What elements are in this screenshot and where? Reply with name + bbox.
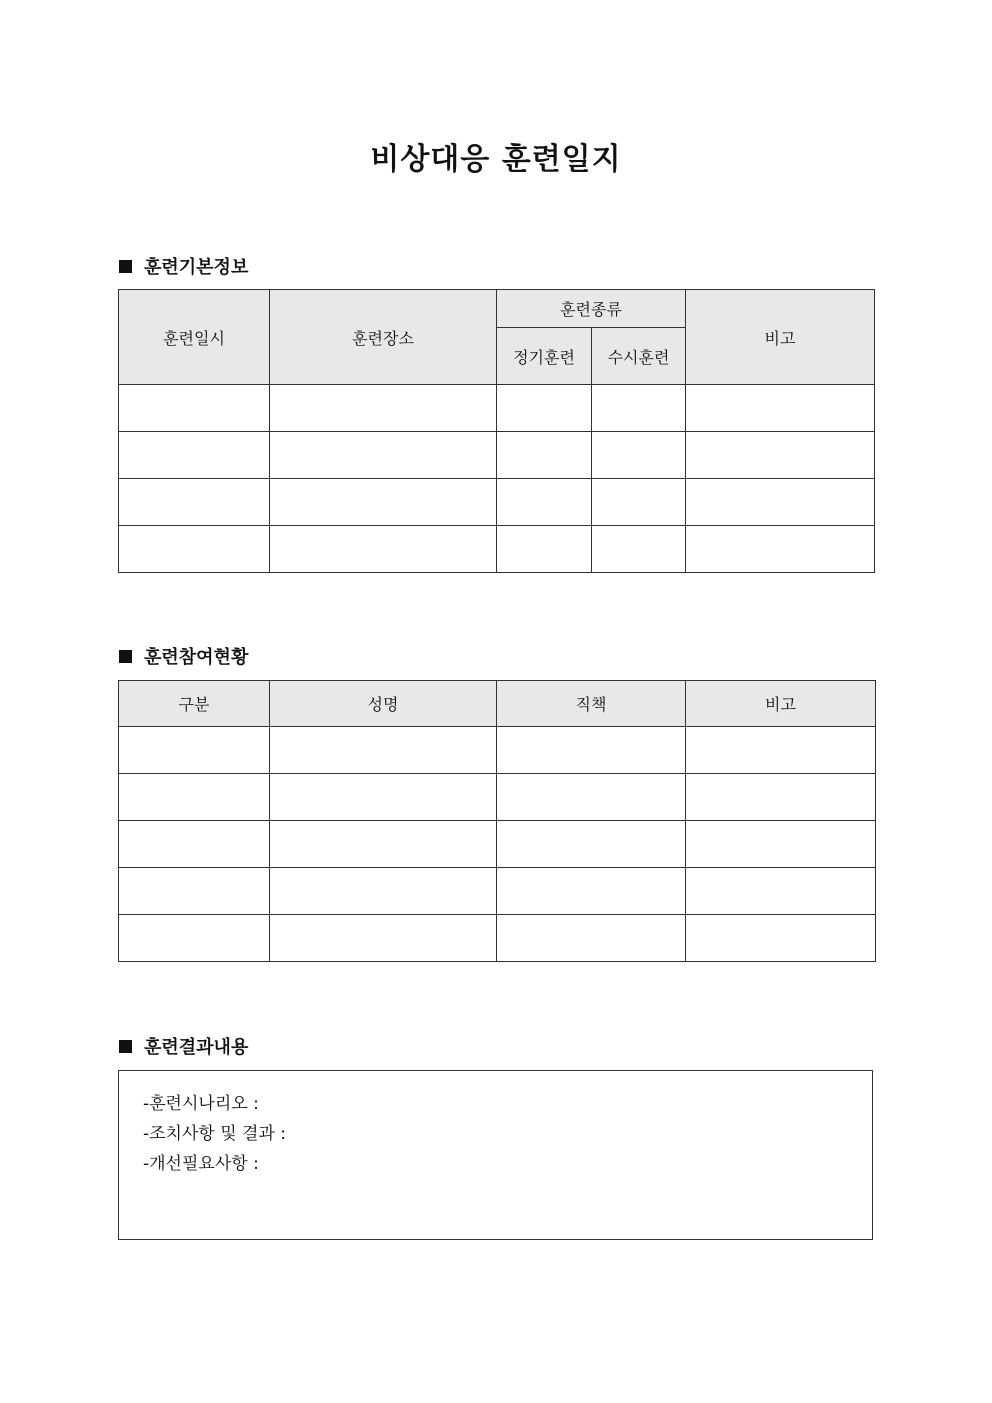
cell-position[interactable] — [497, 868, 686, 915]
cell-regular[interactable] — [497, 479, 592, 526]
cell-datetime[interactable] — [119, 526, 270, 573]
cell-regular[interactable] — [497, 526, 592, 573]
basic-info-table — [118, 289, 875, 573]
cell-name[interactable] — [270, 915, 497, 962]
cell-datetime[interactable] — [119, 432, 270, 479]
cell-category[interactable] — [119, 915, 270, 962]
header-datetime: 훈련일시 — [119, 290, 270, 385]
table-row — [119, 385, 875, 432]
cell-adhoc[interactable] — [592, 385, 686, 432]
cell-remarks[interactable] — [686, 385, 875, 432]
cell-position[interactable] — [497, 915, 686, 962]
cell-remarks[interactable] — [686, 526, 875, 573]
header-remarks: 비고 — [686, 290, 875, 385]
header-category: 구분 — [119, 681, 270, 727]
cell-category[interactable] — [119, 821, 270, 868]
results-notes-box[interactable] — [118, 1070, 873, 1240]
cell-remarks[interactable] — [686, 821, 876, 868]
cell-remarks[interactable] — [686, 432, 875, 479]
cell-location[interactable] — [270, 385, 497, 432]
cell-remarks[interactable] — [686, 479, 875, 526]
cell-regular[interactable] — [497, 432, 592, 479]
section-heading-results — [119, 1033, 248, 1059]
cell-remarks[interactable] — [686, 868, 876, 915]
cell-adhoc[interactable] — [592, 479, 686, 526]
table-row — [119, 915, 876, 962]
section-heading-label: 훈련결과내용 — [144, 1037, 249, 1058]
black-square-icon — [119, 650, 132, 663]
black-square-icon — [119, 1040, 132, 1053]
cell-regular[interactable] — [497, 385, 592, 432]
cell-datetime[interactable] — [119, 479, 270, 526]
table-row — [119, 868, 876, 915]
actions-results-line: -조치사항 및 결과 : — [143, 1124, 287, 1144]
document-title: 비상대응 훈련일지 — [370, 142, 622, 177]
cell-remarks[interactable] — [686, 915, 876, 962]
header-name: 성명 — [270, 681, 497, 727]
section-heading-label: 훈련참여현황 — [144, 647, 249, 668]
black-square-icon — [119, 260, 132, 273]
header-adhoc-training: 수시훈련 — [592, 328, 686, 385]
cell-location[interactable] — [270, 432, 497, 479]
cell-name[interactable] — [270, 821, 497, 868]
cell-location[interactable] — [270, 526, 497, 573]
cell-remarks[interactable] — [686, 727, 876, 774]
cell-position[interactable] — [497, 774, 686, 821]
section-heading-basic-info — [119, 253, 248, 279]
cell-name[interactable] — [270, 774, 497, 821]
header-position: 직책 — [497, 681, 686, 727]
participation-table — [118, 680, 876, 962]
cell-position[interactable] — [497, 727, 686, 774]
cell-remarks[interactable] — [686, 774, 876, 821]
section-heading-participation — [119, 643, 248, 669]
cell-category[interactable] — [119, 774, 270, 821]
table-row — [119, 774, 876, 821]
cell-datetime[interactable] — [119, 385, 270, 432]
table-row — [119, 821, 876, 868]
header-training-type: 훈련종류 — [497, 290, 686, 328]
cell-category[interactable] — [119, 868, 270, 915]
cell-category[interactable] — [119, 727, 270, 774]
table-row — [119, 727, 876, 774]
cell-name[interactable] — [270, 868, 497, 915]
header-regular-training: 정기훈련 — [497, 328, 592, 385]
cell-position[interactable] — [497, 821, 686, 868]
cell-name[interactable] — [270, 727, 497, 774]
scenario-line: -훈련시나리오 : — [143, 1094, 259, 1114]
table-row — [119, 479, 875, 526]
cell-location[interactable] — [270, 479, 497, 526]
header-location: 훈련장소 — [270, 290, 497, 385]
table-row — [119, 526, 875, 573]
section-heading-label: 훈련기본정보 — [144, 257, 249, 278]
table-row — [119, 432, 875, 479]
cell-adhoc[interactable] — [592, 432, 686, 479]
improvements-line: -개선필요사항 : — [143, 1154, 259, 1174]
cell-adhoc[interactable] — [592, 526, 686, 573]
header-remarks: 비고 — [686, 681, 876, 727]
